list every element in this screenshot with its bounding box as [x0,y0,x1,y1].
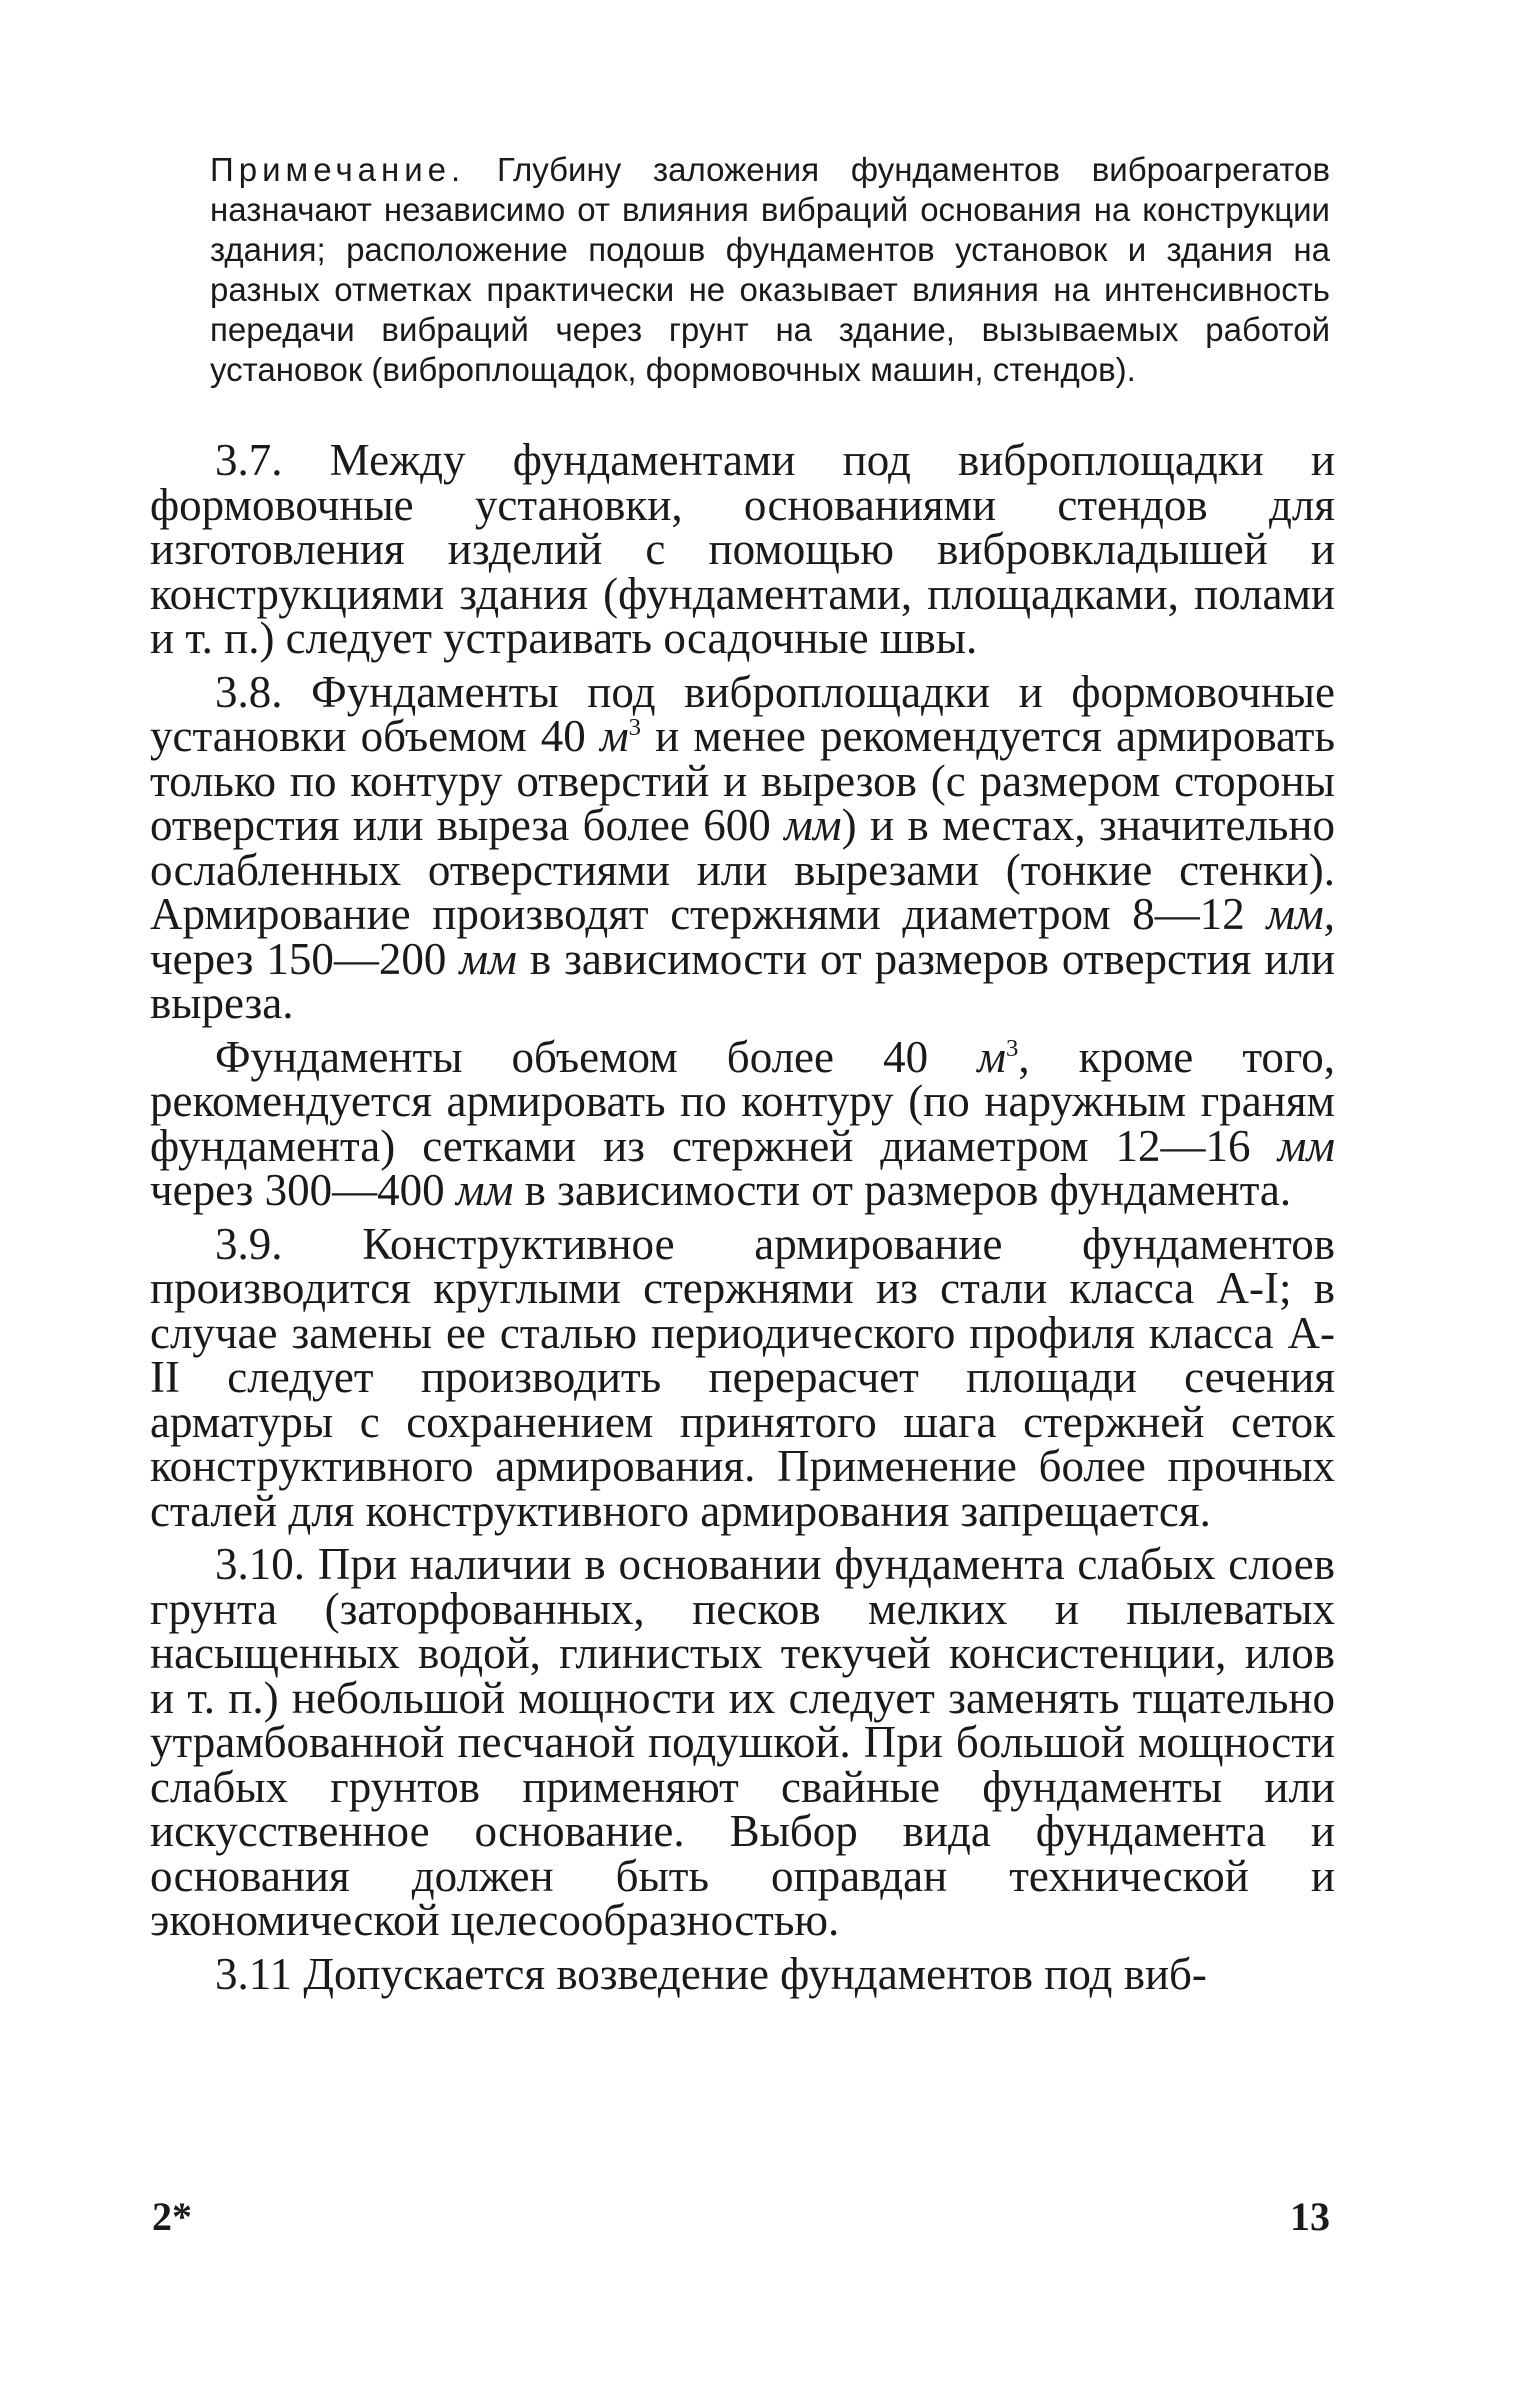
paragraph-3-11: 3.11 Допускается возведение фундаментов под виб- [215,1948,1207,1999]
unit-mm: мм [784,800,842,850]
unit-m3: м [599,711,629,761]
note-block [210,150,1330,390]
paragraph-3-8b-part-d: в зависимости от размеров фундамента. [513,1165,1292,1215]
page-number: 13 [1290,2194,1330,2239]
paragraph-3-8-part-b: и менее рекомендуется армировать только по контуру отверстий и вырезов (с размером стороны отверстия или выреза более 600 [150,711,1335,850]
unit-mm: мм [455,1165,514,1215]
superscript-3: 3 [1005,1034,1019,1062]
signature-mark: 2* [152,2194,192,2239]
unit-mm: мм [1277,1120,1335,1171]
paragraph-3-8 [150,666,1335,1028]
paragraph-3-8-part-a: 3.8. Фундаменты под виброплощадки и формовочные установки объемом 40 [150,666,1335,761]
unit-mm: мм [459,933,517,984]
paragraph-3-8-part-c: ) и в местах, значительно ослабленных отверстиями или вырезами (тонкие стенки). Армирование производят стержнями диаметром 8—12 [150,800,1335,939]
paragraph-3-9: 3.9. Конструктивное армирование фундаментов производится круглыми стержнями из стали класса А-I; в случае замены ее сталью периодического профиля класса А-II следует производить перерасчет площади сечения арматуры с сохранением принятого шага стержней сеток конструктивного армирования. Применение более прочных сталей для конструктивного армирования запрещается. [150,1218,1335,1536]
paragraph-3-8b-part-b: , кроме того, рекомендуется армировать по контуру (по наружным граням фундамента) сетками из стержней диаметром 12—16 [150,1031,1335,1171]
note-label: Примечание. [210,151,466,188]
unit-mm: мм, [1266,889,1335,939]
body-text [150,435,1335,1999]
paragraph-3-10: 3.10. При наличии в основании фундамента слабых слоев грунта (заторфованных, песков мелких и пылеватых насыщенных водой, глинистых текучей консистенции, илов и т. п.) небольшой мощности их следует заменять тщательно утрамбованной песчаной подушкой. При большой мощности слабых грунтов применяют свайные фундаменты или искусственное основание. Выбор вида фундамента и основания должен быть оправдан технической и экономической целесообразностью. [150,1539,1335,1945]
unit-m3: м [977,1031,1006,1082]
paragraph-3-7: 3.7. Между фундаментами под виброплощадки и формовочные установки, основаниями стендов для изготовления изделий с помощью вибровкладышей и конструкциями здания (фундаментами, площадками, полами и т. п.) следует устраивать осадочные швы. [150,435,1335,663]
paragraph-3-8-part-e: в зависимости от размеров отверстия или выреза. [150,933,1335,1028]
paragraph-3-8b-part-a: Фундаменты объемом более 40 [215,1031,978,1082]
paragraph-3-8b-part-c: через 300—400 [150,1165,456,1215]
note-text: Глубину заложения фундаментов виброагрегатов назначают независимо от влияния вибраций основания на конструкции здания; расположение подошв фундаментов установок и здания на разных отметках практически не оказывает влияния на интенсивность передачи вибраций через грунт на здание, вызываемых работой установок (виброплощадок, формовочных машин, стендов). [210,151,1330,388]
superscript-3: 3 [628,714,642,741]
paragraph-3-8-part-d: через 150—200 [150,933,460,984]
paragraph-3-8-continued [150,1031,1335,1215]
